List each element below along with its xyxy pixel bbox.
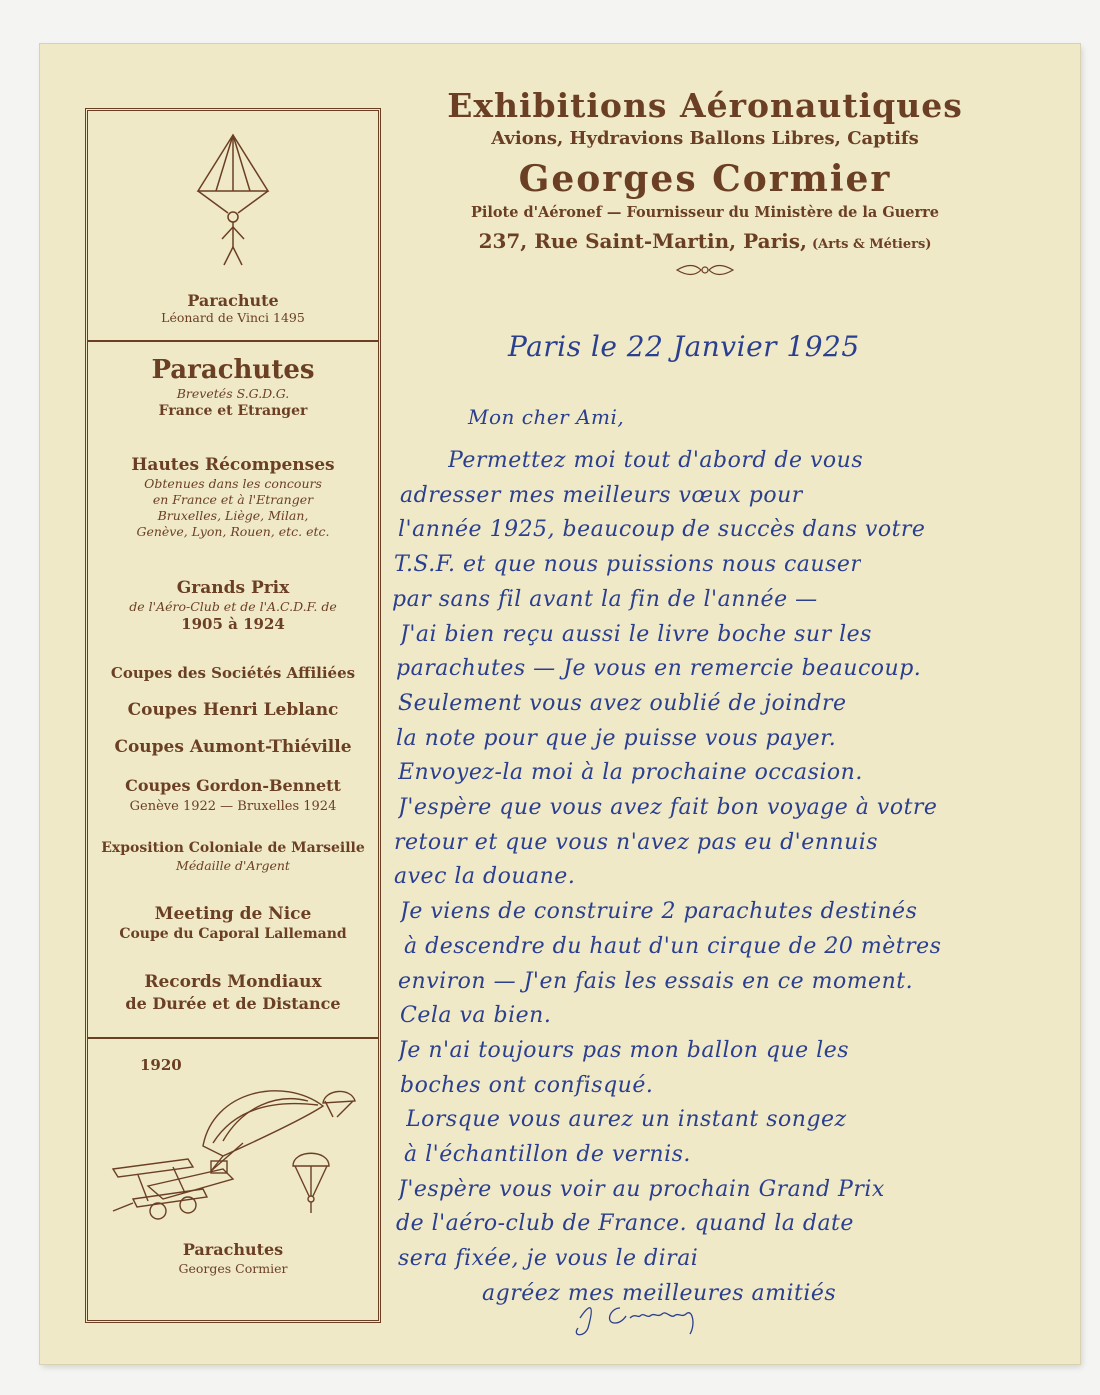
letterhead-address: 237, Rue Saint-Martin, Paris, [478, 229, 807, 253]
hautes-line-1: Obtenues dans les concours [144, 476, 322, 491]
ornament-icon [675, 262, 735, 278]
davinci-parachute-icon [178, 129, 288, 279]
biplane-illustration [88, 1071, 378, 1236]
divider [88, 1037, 378, 1039]
letterhead-profession: Pilote d'Aéronef — Fournisseur du Ministère de la Guerre [470, 204, 940, 221]
letter-line: Seulement vous avez oublié de joindre [398, 690, 847, 716]
biplane-parachute-icon [93, 1071, 373, 1236]
hautes-title: Hautes Récompenses [131, 455, 335, 475]
letterhead-address-note: (Arts & Métiers) [812, 237, 932, 252]
bottom-caption [88, 1239, 378, 1277]
coupes-block [88, 664, 378, 683]
meeting-cup: Coupe du Caporal Lallemand [119, 926, 347, 942]
records-block [88, 971, 378, 1015]
letter-line: à l'échantillon de vernis. [404, 1142, 691, 1167]
letter-line: de l'aéro-club de France. quand la date [396, 1211, 854, 1237]
leblanc-block [88, 699, 378, 721]
hautes-line-3: Bruxelles, Liège, Milan, [157, 508, 309, 523]
brevetes-text: Brevetés S.G.D.G. [176, 386, 290, 401]
letter-line: J'ai bien reçu aussi le livre boche sur les [400, 621, 872, 647]
letter-line: Envoyez-la moi à la prochaine occasion. [398, 760, 863, 786]
records-line-1: Records Mondiaux [144, 972, 322, 992]
letter-line: avec la douane. [394, 864, 576, 890]
letter-line: Cela va bien. [400, 1003, 552, 1029]
year-text: 1920 [140, 1056, 182, 1074]
letterhead-title: Exhibitions Aéronautiques [447, 86, 963, 125]
sidebar-frame [85, 108, 381, 1323]
grands-prix-block [88, 577, 378, 634]
gordon-block [88, 775, 378, 816]
letter-line: parachutes — Je vous en remercie beaucoup. [396, 656, 922, 682]
top-caption [88, 291, 378, 326]
expo-medal: Médaille d'Argent [176, 858, 290, 873]
parachutes-title: Parachutes [151, 355, 315, 385]
hautes-line-4: Genève, Lyon, Rouen, etc. etc. [136, 524, 330, 539]
letter-line: T.S.F. et que nous puissions nous causer [394, 552, 862, 578]
letterhead-address-line [410, 226, 1000, 260]
coupes-aumont: Coupes Aumont-Thiéville [114, 737, 352, 757]
grands-prix-line-1: de l'Aéro-Club et de l'A.C.D.F. de [129, 599, 337, 614]
letter-line: Permettez moi tout d'abord de vous [448, 448, 864, 473]
aumont-block [88, 736, 378, 758]
letter-line: l'année 1925, beaucoup de succès dans votre [398, 517, 926, 543]
letter-line: boches ont confisqué. [400, 1072, 654, 1098]
letter-line: environ — J'en fais les essais en ce moment. [398, 968, 914, 994]
meeting-title: Meeting de Nice [154, 904, 312, 924]
letterhead-name: Georges Cormier [518, 158, 892, 200]
letter-line: Lorsque vous aurez un instant songez [406, 1107, 847, 1133]
coupes-leblanc: Coupes Henri Leblanc [127, 700, 339, 720]
grands-prix-title: Grands Prix [176, 578, 290, 598]
letter-date: Paris le 22 Janvier 1925 [508, 330, 860, 363]
letter-line: Je n'ai toujours pas mon ballon que les [398, 1037, 850, 1063]
parachutes-block [88, 354, 378, 421]
france-text: France et Etranger [158, 403, 308, 419]
letter-line: J'espère que vous avez fait bon voyage à votre [398, 795, 938, 820]
signature-icon [560, 1288, 760, 1348]
letter-line: à descendre du haut d'un cirque de 20 mètres [404, 933, 942, 959]
letter-line: Je viens de construire 2 parachutes destinés [400, 899, 918, 925]
grands-prix-years: 1905 à 1924 [181, 615, 285, 633]
letter-line: retour et que vous n'avez pas eu d'ennuis [394, 829, 879, 855]
divider [88, 340, 378, 342]
letter-line: la note pour que je puisse vous payer. [396, 725, 837, 751]
letter-salutation: Mon cher Ami, [468, 405, 625, 429]
letterhead-subtitle: Avions, Hydravions Ballons Libres, Captifs [491, 128, 919, 149]
letter-line: par sans fil avant la fin de l'année — [392, 586, 818, 612]
letter-line: J'espère vous voir au prochain Grand Prix [398, 1176, 885, 1202]
expo-block [88, 839, 378, 874]
coupes-gordon: Coupes Gordon-Bennett [125, 776, 341, 795]
top-caption-sub: Léonard de Vinci 1495 [161, 310, 305, 325]
gordon-years: Genève 1922 — Bruxelles 1924 [129, 799, 337, 814]
hautes-block [88, 454, 378, 540]
expo-title: Exposition Coloniale de Marseille [101, 840, 365, 856]
davinci-illustration [88, 129, 378, 289]
letter-line: agréez mes meilleures amitiés [482, 1280, 837, 1306]
top-caption-title: Parachute [187, 291, 279, 310]
records-line-2: de Durée et de Distance [125, 994, 341, 1013]
bottom-caption-title: Parachutes [182, 1240, 284, 1259]
letter-line: adresser mes meilleurs vœux pour [400, 482, 803, 508]
letter-line: sera fixée, je vous le dirai [398, 1246, 699, 1272]
bottom-caption-sub: Georges Cormier [178, 1261, 288, 1276]
hautes-line-2: en France et à l'Etranger [152, 492, 314, 507]
coupes-societes: Coupes des Sociétés Affiliées [110, 664, 356, 682]
letterhead [410, 86, 1000, 278]
meeting-block [88, 903, 378, 944]
